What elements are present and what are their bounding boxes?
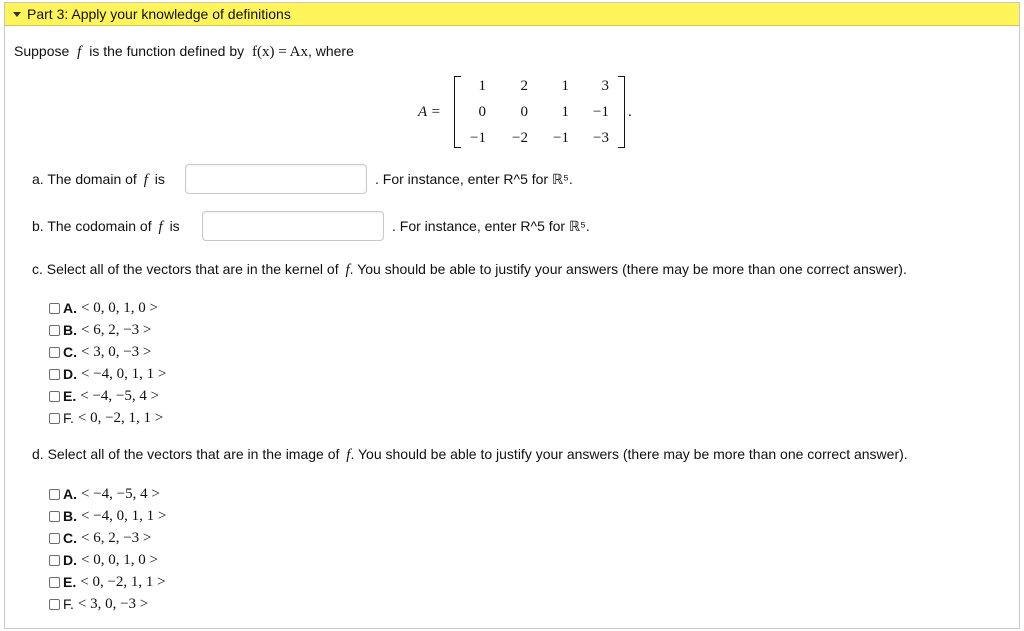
matrix-cell: −2 bbox=[512, 130, 528, 146]
kernel-option-f[interactable]: F. < 0, −2, 1, 1 > bbox=[49, 408, 163, 428]
image-option-f[interactable]: F. < 3, 0, −3 > bbox=[49, 594, 148, 614]
kernel-question: c. Select all of the vectors that are in the kernel of f. You should be able to justify your answers (there may be more than one correct answer). bbox=[32, 261, 907, 278]
matrix-cell: −1 bbox=[593, 104, 609, 120]
kernel-option-d[interactable]: D. < −4, 0, 1, 1 > bbox=[49, 364, 166, 384]
matrix-label: A = bbox=[418, 104, 441, 120]
matrix-cell: 1 bbox=[561, 78, 569, 94]
image-question: d. Select all of the vectors that are in the image of f. You should be able to justify your answers (there may be more than one correct answer). bbox=[32, 446, 908, 463]
image-option-a[interactable]: A. < −4, −5, 4 > bbox=[49, 484, 160, 504]
kernel-option-a[interactable]: A. < 0, 0, 1, 0 > bbox=[49, 298, 158, 318]
matrix-bracket-right bbox=[618, 76, 625, 148]
checkbox[interactable] bbox=[49, 533, 60, 544]
matrix-cell: 2 bbox=[520, 78, 528, 94]
part-header[interactable] bbox=[5, 3, 1019, 26]
intro-text: Suppose f is the function defined by f(x) = Ax, where bbox=[14, 43, 354, 60]
checkbox[interactable] bbox=[49, 347, 60, 358]
checkbox[interactable] bbox=[49, 413, 60, 424]
question-panel bbox=[4, 2, 1020, 629]
image-option-e[interactable]: E. < 0, −2, 1, 1 > bbox=[49, 572, 166, 592]
kernel-option-b[interactable]: B. < 6, 2, −3 > bbox=[49, 320, 151, 340]
checkbox[interactable] bbox=[49, 325, 60, 336]
checkbox[interactable] bbox=[49, 391, 60, 402]
checkbox[interactable] bbox=[49, 303, 60, 314]
codomain-input[interactable] bbox=[202, 211, 384, 241]
checkbox[interactable] bbox=[49, 369, 60, 380]
domain-hint: . For instance, enter R^5 for ℝ⁵. bbox=[375, 171, 573, 187]
image-option-d[interactable]: D. < 0, 0, 1, 0 > bbox=[49, 550, 158, 570]
matrix-cell: −1 bbox=[470, 130, 486, 146]
domain-input[interactable] bbox=[185, 164, 367, 194]
checkbox[interactable] bbox=[49, 511, 60, 522]
function-formula: f(x) = Ax bbox=[252, 44, 308, 60]
codomain-question: b. The codomain of f is bbox=[32, 218, 180, 235]
image-option-c[interactable]: C. < 6, 2, −3 > bbox=[49, 528, 151, 548]
checkbox[interactable] bbox=[49, 577, 60, 588]
collapse-caret-icon[interactable] bbox=[13, 12, 21, 17]
checkbox[interactable] bbox=[49, 489, 60, 500]
matrix-cell: −3 bbox=[593, 130, 609, 146]
matrix-cell: 1 bbox=[561, 104, 569, 120]
matrix-cell: 3 bbox=[601, 78, 609, 94]
matrix-cell: −1 bbox=[553, 130, 569, 146]
kernel-option-c[interactable]: C. < 3, 0, −3 > bbox=[49, 342, 151, 362]
matrix-cell: 0 bbox=[478, 104, 486, 120]
checkbox[interactable] bbox=[49, 555, 60, 566]
codomain-hint: . For instance, enter R^5 for ℝ⁵. bbox=[392, 218, 590, 234]
kernel-option-e[interactable]: E. < −4, −5, 4 > bbox=[49, 386, 159, 406]
image-option-b[interactable]: B. < −4, 0, 1, 1 > bbox=[49, 506, 166, 526]
matrix-cell: 0 bbox=[520, 104, 528, 120]
part-title: Part 3: Apply your knowledge of definitions bbox=[27, 6, 291, 22]
domain-question: a. The domain of f is bbox=[32, 171, 165, 188]
matrix-period: . bbox=[628, 104, 632, 120]
matrix-cell: 1 bbox=[478, 78, 486, 94]
checkbox[interactable] bbox=[49, 599, 60, 610]
